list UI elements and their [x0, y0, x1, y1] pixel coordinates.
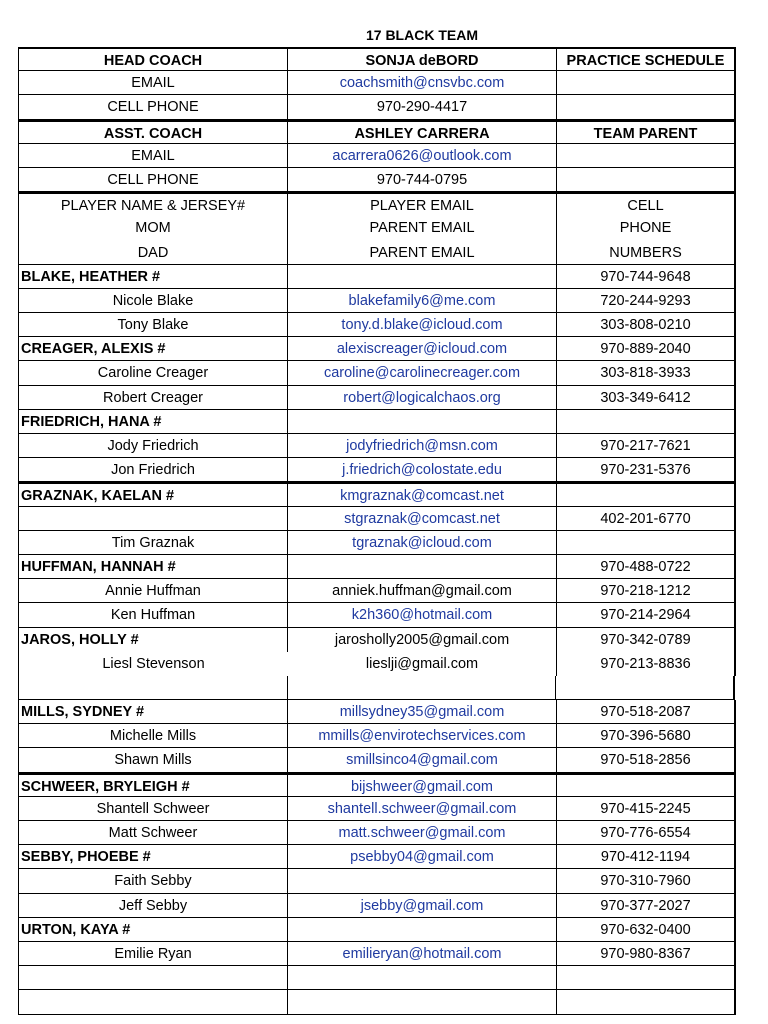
email-link[interactable]: tgraznak@icloud.com	[288, 531, 557, 555]
cell-empty	[288, 990, 557, 1014]
table-row	[18, 748, 736, 772]
parent-name: Robert Creager	[18, 386, 288, 410]
cell-phone	[557, 168, 736, 192]
table-row	[18, 990, 736, 1014]
team-title: 17 BLACK TEAM	[365, 27, 478, 43]
parent-name: Ken Huffman	[18, 603, 288, 627]
cell-label: EMAIL	[18, 71, 288, 95]
table-row	[18, 216, 736, 240]
email-text: anniek.huffman@gmail.com	[288, 579, 557, 603]
cell-value: 970-744-0795	[288, 168, 557, 192]
cell-phone: 970-310-7960	[557, 869, 736, 893]
email-link[interactable]: j.friedrich@colostate.edu	[288, 458, 557, 482]
email-link[interactable]: emilieryan@hotmail.com	[288, 942, 557, 966]
cell-empty	[287, 676, 556, 700]
table-row	[18, 434, 736, 458]
table-row	[18, 507, 736, 531]
roster-table	[18, 47, 736, 1015]
cell-phone: 720-244-9293	[557, 289, 736, 313]
cell-phone: 970-214-2964	[557, 603, 736, 627]
table-row	[18, 168, 736, 192]
email-link[interactable]: matt.schweer@gmail.com	[288, 821, 557, 845]
cell-phone: 402-201-6770	[557, 507, 736, 531]
parent-name: Emilie Ryan	[18, 942, 288, 966]
email-link[interactable]	[288, 918, 557, 942]
cell-phone: 970-744-9648	[557, 265, 736, 289]
cell-phone: 970-231-5376	[557, 458, 736, 482]
table-row	[18, 120, 736, 144]
cell-phone: 970-632-0400	[557, 918, 736, 942]
table-row	[18, 458, 736, 482]
cell-empty	[18, 990, 288, 1014]
cell-phone	[557, 531, 736, 555]
email-link[interactable]: psebby04@gmail.com	[288, 845, 557, 869]
player-name: FRIEDRICH, HANA #	[18, 410, 288, 434]
table-row	[18, 942, 736, 966]
cell-label: PLAYER NAME & JERSEY#	[18, 192, 288, 216]
parent-name	[18, 507, 288, 531]
cell-phone: 970-377-2027	[557, 894, 736, 918]
table-row	[18, 337, 736, 361]
email-link[interactable]: millsydney35@gmail.com	[288, 700, 557, 724]
cell-value: PARENT EMAIL	[288, 216, 557, 240]
cell-phone	[557, 773, 736, 797]
cell-empty	[18, 966, 288, 990]
cell-phone: 970-980-8367	[557, 942, 736, 966]
table-row	[18, 966, 736, 990]
table-row	[18, 144, 736, 168]
table-row	[18, 482, 736, 506]
email-link[interactable]: mmills@envirotechservices.com	[288, 724, 557, 748]
table-row	[18, 652, 736, 676]
cell-label: DAD	[18, 241, 288, 265]
cell-phone: 970-518-2087	[557, 700, 736, 724]
cell-phone: 970-488-0722	[557, 555, 736, 579]
player-name: CREAGER, ALEXIS #	[18, 337, 288, 361]
player-name: URTON, KAYA #	[18, 918, 288, 942]
parent-name: Shantell Schweer	[18, 797, 288, 821]
cell-phone: 970-217-7621	[557, 434, 736, 458]
cell-phone: 970-213-8836	[557, 652, 736, 676]
cell-value: PARENT EMAIL	[288, 241, 557, 265]
cell-label: ASST. COACH	[18, 120, 288, 144]
table-row	[18, 410, 736, 434]
table-row	[18, 71, 736, 95]
table-row	[18, 313, 736, 337]
parent-name: Jeff Sebby	[18, 894, 288, 918]
cell-empty	[557, 966, 736, 990]
cell-phone: 970-889-2040	[557, 337, 736, 361]
email-link[interactable]: bijshweer@gmail.com	[288, 773, 557, 797]
email-link[interactable]: blakefamily6@me.com	[288, 289, 557, 313]
parent-name: Matt Schweer	[18, 821, 288, 845]
player-name: BLAKE, HEATHER #	[18, 265, 288, 289]
table-row	[18, 192, 736, 216]
player-name: SCHWEER, BRYLEIGH #	[18, 773, 288, 797]
parent-name: Annie Huffman	[18, 579, 288, 603]
cell-phone: 970-342-0789	[557, 628, 736, 652]
parent-name: Caroline Creager	[18, 361, 288, 385]
table-row	[18, 95, 736, 119]
cell-phone	[557, 95, 736, 119]
table-row	[18, 386, 736, 410]
email-link[interactable]: acarrera0626@outlook.com	[288, 144, 557, 168]
player-name: JAROS, HOLLY #	[18, 628, 288, 652]
email-link[interactable]	[288, 265, 557, 289]
table-row	[18, 821, 736, 845]
table-row	[18, 676, 736, 700]
parent-name: Tim Graznak	[18, 531, 288, 555]
email-link[interactable]	[288, 410, 557, 434]
email-link[interactable]: alexiscreager@icloud.com	[288, 337, 557, 361]
player-name: MILLS, SYDNEY #	[18, 700, 288, 724]
email-link[interactable]	[288, 869, 557, 893]
parent-name: Nicole Blake	[18, 289, 288, 313]
table-row	[18, 724, 736, 748]
email-link[interactable]: caroline@carolinecreager.com	[288, 361, 557, 385]
parent-name: Faith Sebby	[18, 869, 288, 893]
email-link[interactable]: tony.d.blake@icloud.com	[288, 313, 557, 337]
cell-value: ASHLEY CARRERA	[288, 120, 557, 144]
email-link[interactable]: coachsmith@cnsvbc.com	[288, 71, 557, 95]
cell-phone: TEAM PARENT	[557, 120, 736, 144]
email-link[interactable]: robert@logicalchaos.org	[288, 386, 557, 410]
cell-empty	[288, 966, 557, 990]
email-link[interactable]: shantell.schweer@gmail.com	[288, 797, 557, 821]
parent-name: Tony Blake	[18, 313, 288, 337]
table-row	[18, 603, 736, 627]
email-link[interactable]: jsebby@gmail.com	[288, 894, 557, 918]
cell-phone	[557, 71, 736, 95]
table-row	[18, 894, 736, 918]
cell-phone: PHONE	[557, 216, 736, 240]
table-row	[18, 361, 736, 385]
cell-label: EMAIL	[18, 144, 288, 168]
cell-label: CELL PHONE	[18, 168, 288, 192]
table-row	[18, 773, 736, 797]
cell-phone: 303-808-0210	[557, 313, 736, 337]
table-row	[18, 241, 736, 265]
table-row	[18, 918, 736, 942]
cell-phone: 970-412-1194	[557, 845, 736, 869]
cell-phone: 970-415-2245	[557, 797, 736, 821]
player-name: GRAZNAK, KAELAN #	[18, 482, 288, 506]
table-row	[18, 47, 736, 71]
email-link[interactable]: kmgraznak@comcast.net	[288, 482, 557, 506]
player-name: HUFFMAN, HANNAH #	[18, 555, 288, 579]
email-link[interactable]: jodyfriedrich@msn.com	[288, 434, 557, 458]
cell-phone: 303-349-6412	[557, 386, 736, 410]
table-row	[18, 289, 736, 313]
email-text: jarosholly2005@gmail.com	[288, 628, 557, 652]
cell-label: CELL PHONE	[18, 95, 288, 119]
cell-phone: 970-396-5680	[557, 724, 736, 748]
table-row	[18, 628, 736, 652]
table-row	[18, 531, 736, 555]
table-row	[18, 797, 736, 821]
cell-phone: 303-818-3933	[557, 361, 736, 385]
email-link[interactable]	[288, 555, 557, 579]
parent-name: Shawn Mills	[18, 748, 288, 772]
parent-name: Michelle Mills	[18, 724, 288, 748]
cell-label: HEAD COACH	[18, 47, 288, 71]
parent-name: Liesl Stevenson	[18, 652, 288, 676]
cell-phone: CELL	[557, 192, 736, 216]
table-row	[18, 845, 736, 869]
table-row	[18, 579, 736, 603]
cell-value: PLAYER EMAIL	[288, 192, 557, 216]
email-link[interactable]: stgraznak@comcast.net	[288, 507, 557, 531]
cell-phone: 970-518-2856	[557, 748, 736, 772]
cell-label: MOM	[18, 216, 288, 240]
cell-phone	[557, 144, 736, 168]
table-row	[18, 869, 736, 893]
email-link[interactable]: k2h360@hotmail.com	[288, 603, 557, 627]
email-text: lieslji@gmail.com	[288, 652, 557, 676]
cell-empty	[18, 676, 288, 700]
cell-phone: 970-776-6554	[557, 821, 736, 845]
parent-name: Jody Friedrich	[18, 434, 288, 458]
cell-phone	[557, 482, 736, 506]
cell-phone	[557, 410, 736, 434]
cell-empty	[557, 990, 736, 1014]
cell-phone: 970-218-1212	[557, 579, 736, 603]
email-link[interactable]: smillsinco4@gmail.com	[288, 748, 557, 772]
player-name: SEBBY, PHOEBE #	[18, 845, 288, 869]
cell-value: SONJA deBORD	[288, 47, 557, 71]
table-row	[18, 265, 736, 289]
table-row	[18, 555, 736, 579]
cell-empty	[556, 676, 735, 700]
table-row	[18, 700, 736, 724]
cell-phone: PRACTICE SCHEDULE	[557, 47, 736, 71]
cell-value: 970-290-4417	[288, 95, 557, 119]
cell-phone: NUMBERS	[557, 241, 736, 265]
parent-name: Jon Friedrich	[18, 458, 288, 482]
